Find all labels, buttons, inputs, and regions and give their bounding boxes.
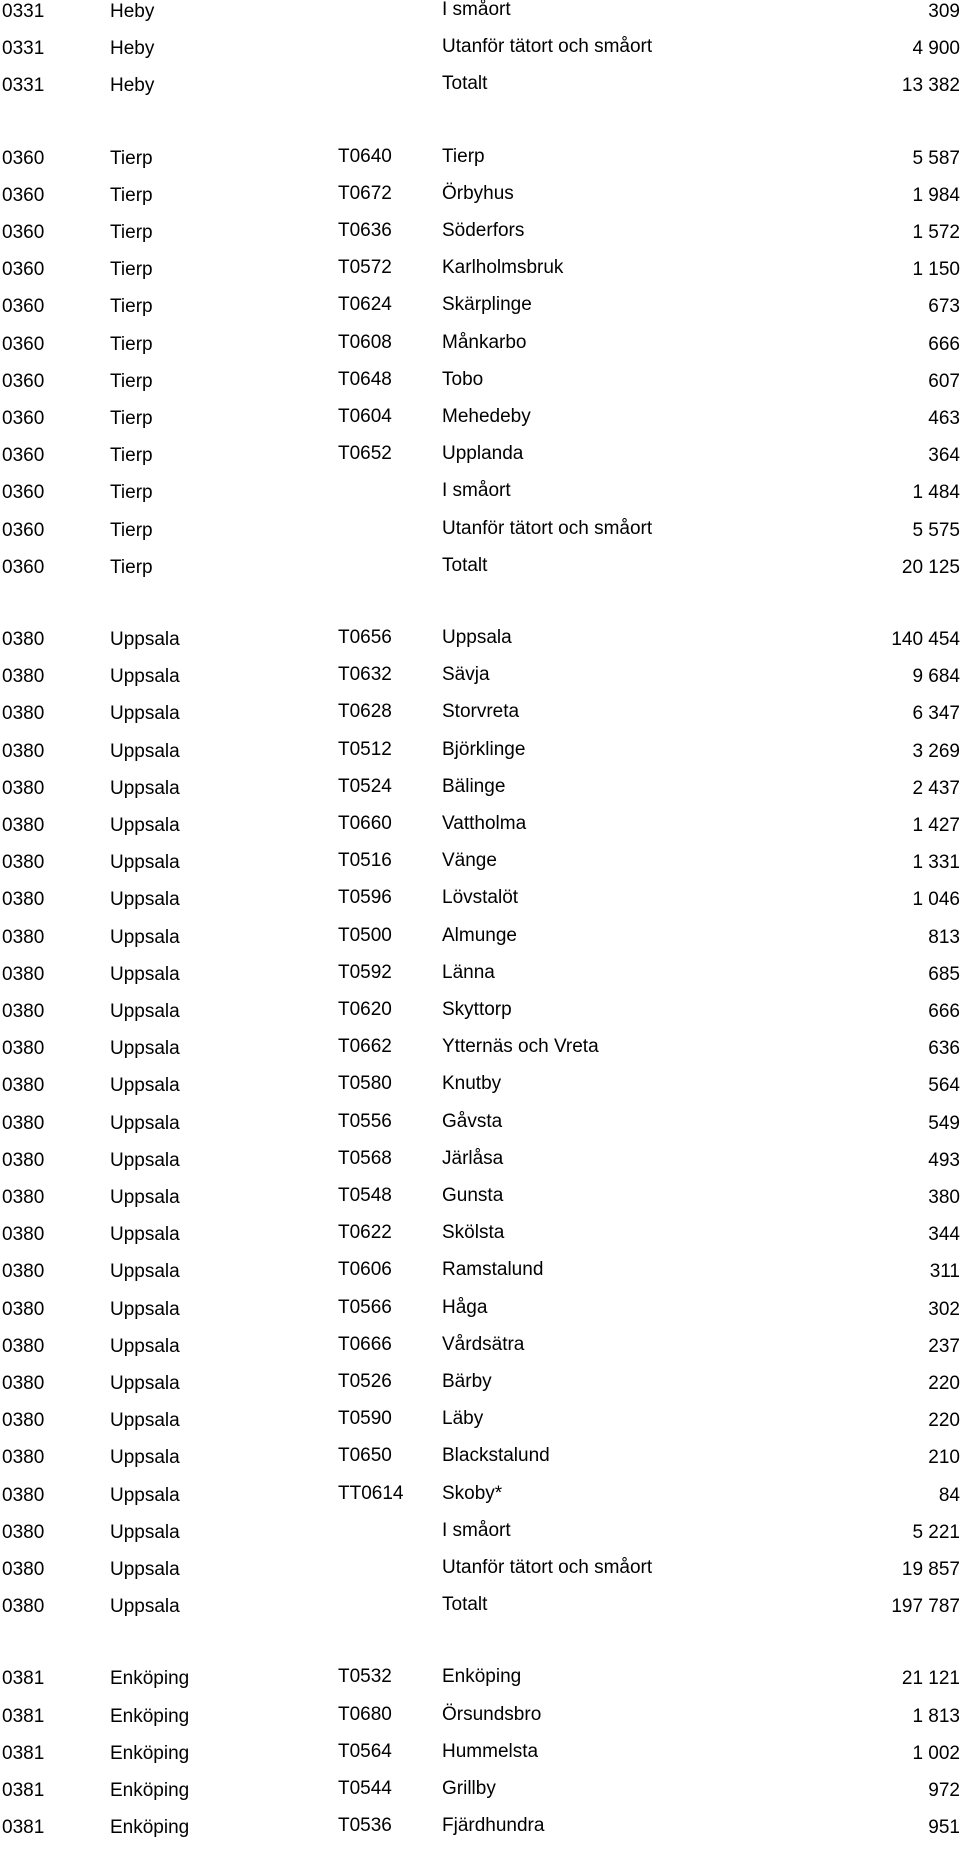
kommunkod-cell: 0380 [2,927,45,948]
table-row [0,73,960,113]
population-cell: 951 [928,1817,960,1838]
kommunkod-cell: 0360 [2,482,45,503]
table-row [0,146,960,186]
kommun-cell: Tierp [110,520,153,541]
kommun-cell: Uppsala [110,1410,180,1431]
tatort-name-cell: Ytternäs och Vreta [442,1036,599,1057]
kommunkod-cell: 0360 [2,259,45,280]
kommun-cell: Uppsala [110,1150,180,1171]
table-row [0,701,960,741]
population-cell: 3 269 [912,741,960,762]
tatortskod-cell: T0660 [338,813,392,834]
table-row [0,480,960,520]
tatort-name-cell: I småort [442,480,511,501]
tatortskod-cell: T0620 [338,999,392,1020]
table-row [0,183,960,223]
tatortskod-cell: T0606 [338,1259,392,1280]
population-cell: 13 382 [901,75,960,96]
kommunkod-cell: 0360 [2,520,45,541]
kommun-cell: Uppsala [110,1336,180,1357]
tatortskod-cell: T0640 [338,146,392,167]
tatortskod-cell: T0568 [338,1148,392,1169]
kommunkod-cell: 0381 [2,1668,45,1689]
table-row [0,332,960,372]
tatort-name-cell: Sävja [442,664,490,685]
population-cell: 5 575 [912,520,960,541]
kommun-cell: Tierp [110,185,153,206]
population-cell: 309 [928,1,960,22]
kommunkod-cell: 0360 [2,296,45,317]
kommunkod-cell: 0380 [2,1187,45,1208]
population-cell: 1 484 [912,482,960,503]
kommunkod-cell: 0360 [2,371,45,392]
tatortskod-cell: T0622 [338,1222,392,1243]
kommun-cell: Enköping [110,1817,190,1838]
population-cell: 311 [929,1261,960,1282]
kommunkod-cell: 0380 [2,1447,45,1468]
population-cell: 1 427 [912,815,960,836]
kommunkod-cell: 0380 [2,1150,45,1171]
kommunkod-cell: 0381 [2,1743,45,1764]
table-row [0,1148,960,1188]
population-cell: 463 [928,408,960,429]
table-row [0,1483,960,1523]
population-cell: 493 [928,1150,960,1171]
kommunkod-cell: 0380 [2,1261,45,1282]
kommunkod-cell: 0331 [2,75,45,96]
tatort-name-cell: Skölsta [442,1222,505,1243]
tatort-name-cell: Järlåsa [442,1148,504,1169]
kommun-cell: Tierp [110,557,153,578]
table-row [0,925,960,965]
kommun-cell: Uppsala [110,1373,180,1394]
kommunkod-cell: 0380 [2,1299,45,1320]
table-row [0,1704,960,1744]
kommun-cell: Uppsala [110,703,180,724]
kommun-cell: Heby [110,1,155,22]
kommunkod-cell: 0380 [2,889,45,910]
kommunkod-cell: 0360 [2,185,45,206]
table-row [0,1334,960,1374]
kommun-cell: Uppsala [110,1075,180,1096]
tatortskod-cell: T0500 [338,925,392,946]
tatortskod-cell: T0548 [338,1185,392,1206]
population-cell: 607 [928,371,960,392]
kommunkod-cell: 0360 [2,408,45,429]
tatortskod-cell: T0628 [338,701,392,722]
table-row [0,1408,960,1448]
tatort-name-cell: Utanför tätort och småort [442,1557,653,1578]
tatortskod-cell: T0564 [338,1741,392,1762]
tatort-name-cell: Läby [442,1408,484,1429]
kommun-cell: Uppsala [110,1522,180,1543]
tatort-name-cell: Vänge [442,850,497,871]
tatortskod-cell: T0526 [338,1371,392,1392]
kommun-cell: Uppsala [110,1261,180,1282]
table-row [0,1222,960,1262]
kommun-cell: Uppsala [110,1559,180,1580]
population-cell: 302 [928,1299,960,1320]
tatort-name-cell: Skärplinge [442,294,532,315]
table-row [0,406,960,446]
kommunkod-cell: 0380 [2,964,45,985]
tatortskod-cell: T0512 [338,739,392,760]
tatort-name-cell: Skoby* [442,1483,503,1504]
kommun-cell: Uppsala [110,1187,180,1208]
tatortskod-cell: T0544 [338,1778,392,1799]
table-row [0,999,960,1039]
tatortskod-cell: T0636 [338,220,392,241]
tatort-name-cell: Grillby [442,1778,496,1799]
population-cell: 210 [928,1447,960,1468]
tatort-name-cell: Blackstalund [442,1445,550,1466]
tatortskod-cell: T0662 [338,1036,392,1057]
population-cell: 9 684 [912,666,960,687]
tatort-name-cell: Gunsta [442,1185,504,1206]
tatortskod-cell: T0650 [338,1445,392,1466]
tatort-name-cell: Länna [442,962,495,983]
kommun-cell: Tierp [110,408,153,429]
population-cell: 673 [928,296,960,317]
table-row [0,850,960,890]
population-cell: 1 813 [912,1706,960,1727]
population-cell: 140 454 [891,629,960,650]
table-row [0,1741,960,1781]
table-row [0,1666,960,1706]
tatortskod-cell: T0604 [338,406,392,427]
tatort-name-cell: Vattholma [442,813,527,834]
tatort-name-cell: Skyttorp [442,999,512,1020]
kommun-cell: Uppsala [110,741,180,762]
table-row [0,1445,960,1485]
kommunkod-cell: 0381 [2,1706,45,1727]
population-cell: 549 [928,1113,960,1134]
table-row [0,1297,960,1337]
table-row [0,887,960,927]
kommunkod-cell: 0380 [2,852,45,873]
tatort-name-cell: Almunge [442,925,517,946]
kommun-cell: Uppsala [110,852,180,873]
kommunkod-cell: 0331 [2,38,45,59]
kommun-cell: Enköping [110,1706,190,1727]
kommun-cell: Uppsala [110,1485,180,1506]
kommun-cell: Enköping [110,1668,190,1689]
kommun-cell: Uppsala [110,778,180,799]
tatortskod-cell: T0566 [338,1297,392,1318]
kommun-cell: Uppsala [110,1001,180,1022]
table-row [0,36,960,76]
kommunkod-cell: 0380 [2,815,45,836]
tatort-name-cell: Storvreta [442,701,520,722]
table-row [0,1259,960,1299]
tatort-name-cell: Lövstalöt [442,887,519,908]
tatortskod-cell: T0666 [338,1334,392,1355]
table-row [0,1594,960,1634]
tatort-name-cell: Gåvsta [442,1111,503,1132]
tatort-name-cell: Tierp [442,146,485,167]
table-row [0,739,960,779]
kommun-cell: Tierp [110,148,153,169]
kommun-cell: Enköping [110,1780,190,1801]
table-row [0,1111,960,1151]
kommunkod-cell: 0380 [2,1038,45,1059]
population-cell: 2 437 [912,778,960,799]
table-row [0,518,960,558]
tatortskod-cell: T0648 [338,369,392,390]
tatortskod-cell: T0596 [338,887,392,908]
population-cell: 344 [928,1224,960,1245]
tatortskod-cell: T0624 [338,294,392,315]
tatort-name-cell: Knutby [442,1073,502,1094]
population-cell: 20 125 [901,557,960,578]
kommunkod-cell: 0360 [2,222,45,243]
kommunkod-cell: 0380 [2,1522,45,1543]
tatort-name-cell: Månkarbo [442,332,527,353]
tatortskod-cell: T0524 [338,776,392,797]
tatortskod-cell: T0572 [338,257,392,278]
population-cell: 666 [928,1001,960,1022]
population-cell: 220 [928,1373,960,1394]
table-row [0,1073,960,1113]
population-cell: 6 347 [912,703,960,724]
kommun-cell: Heby [110,75,155,96]
tatortskod-cell: T0632 [338,664,392,685]
kommunkod-cell: 0360 [2,557,45,578]
kommunkod-cell: 0331 [2,1,45,22]
population-cell: 1 572 [912,222,960,243]
kommunkod-cell: 0380 [2,1485,45,1506]
tatort-name-cell: Upplanda [442,443,524,464]
table-row [0,2,960,39]
tatortskod-cell: T0536 [338,1815,392,1836]
tatort-name-cell: Utanför tätort och småort [442,36,653,57]
tatort-name-cell: I småort [442,0,511,20]
kommun-cell: Uppsala [110,1113,180,1134]
kommun-cell: Tierp [110,371,153,392]
kommunkod-cell: 0380 [2,1336,45,1357]
kommun-cell: Uppsala [110,1038,180,1059]
tatort-name-cell: Totalt [442,555,488,576]
table-row [0,1371,960,1411]
population-cell: 666 [928,334,960,355]
tatortskod-cell: T0590 [338,1408,392,1429]
kommun-cell: Tierp [110,334,153,355]
population-cell: 364 [928,445,960,466]
kommun-cell: Tierp [110,259,153,280]
kommunkod-cell: 0380 [2,1410,45,1431]
kommunkod-cell: 0380 [2,666,45,687]
kommunkod-cell: 0380 [2,1559,45,1580]
table-row [0,443,960,483]
kommun-cell: Tierp [110,482,153,503]
kommun-cell: Enköping [110,1743,190,1764]
tatort-name-cell: Bärby [442,1371,492,1392]
population-cell: 1 002 [912,1743,960,1764]
table-row [0,1520,960,1560]
tatortskod-cell: T0580 [338,1073,392,1094]
population-cell: 813 [928,927,960,948]
population-cell: 197 787 [891,1596,960,1617]
kommun-cell: Uppsala [110,1224,180,1245]
kommun-cell: Uppsala [110,1299,180,1320]
population-cell: 1 984 [912,185,960,206]
kommun-cell: Tierp [110,445,153,466]
population-cell: 1 046 [912,889,960,910]
population-cell: 5 587 [912,148,960,169]
table-row [0,257,960,297]
tatortskod-cell: T0532 [338,1666,392,1687]
tatortskod-cell: T0656 [338,627,392,648]
population-cell: 1 331 [912,852,960,873]
kommunkod-cell: 0380 [2,629,45,650]
table-row [0,1185,960,1225]
population-cell: 380 [928,1187,960,1208]
tatortskod-cell: T0592 [338,962,392,983]
kommunkod-cell: 0380 [2,1001,45,1022]
table-row [0,1815,960,1855]
tatort-name-cell: Karlholmsbruk [442,257,564,278]
kommun-cell: Uppsala [110,629,180,650]
table-row [0,664,960,704]
tatort-name-cell: I småort [442,1520,511,1541]
kommunkod-cell: 0381 [2,1817,45,1838]
tatort-name-cell: Björklinge [442,739,526,760]
tatortskod-cell: T0672 [338,183,392,204]
population-cell: 237 [928,1336,960,1357]
tatortskod-cell: TT0614 [338,1483,404,1504]
kommunkod-cell: 0380 [2,1373,45,1394]
population-cell: 4 900 [912,38,960,59]
population-cell: 220 [928,1410,960,1431]
population-cell: 19 857 [901,1559,960,1580]
kommun-cell: Uppsala [110,1596,180,1617]
tatortskod-cell: T0516 [338,850,392,871]
tatort-name-cell: Totalt [442,1594,488,1615]
tatort-name-cell: Fjärdhundra [442,1815,545,1836]
kommun-cell: Heby [110,38,155,59]
tatort-name-cell: Utanför tätort och småort [442,518,653,539]
kommunkod-cell: 0360 [2,334,45,355]
table-row [0,369,960,409]
kommunkod-cell: 0380 [2,703,45,724]
table-row [0,776,960,816]
tatort-name-cell: Örsundsbro [442,1704,542,1725]
tatort-name-cell: Enköping [442,1666,522,1687]
population-cell: 685 [928,964,960,985]
kommunkod-cell: 0380 [2,1113,45,1134]
kommunkod-cell: 0380 [2,778,45,799]
tatort-name-cell: Mehedeby [442,406,531,427]
population-cell: 636 [928,1038,960,1059]
tatort-name-cell: Örbyhus [442,183,514,204]
tatortskod-cell: T0608 [338,332,392,353]
tatort-name-cell: Tobo [442,369,484,390]
population-cell: 21 121 [901,1668,960,1689]
tatortskod-cell: T0556 [338,1111,392,1132]
table-row [0,1778,960,1818]
tatort-name-cell: Totalt [442,73,488,94]
table-row [0,627,960,667]
tatort-name-cell: Uppsala [442,627,512,648]
population-cell: 1 150 [912,259,960,280]
tatort-name-cell: Ramstalund [442,1259,544,1280]
kommun-cell: Uppsala [110,889,180,910]
table-row [0,555,960,595]
kommun-cell: Tierp [110,222,153,243]
population-cell: 84 [938,1485,960,1506]
population-cell: 5 221 [912,1522,960,1543]
kommunkod-cell: 0380 [2,741,45,762]
table-row [0,1557,960,1597]
table-row [0,220,960,260]
table-row [0,294,960,334]
kommunkod-cell: 0360 [2,445,45,466]
kommunkod-cell: 0380 [2,1224,45,1245]
tatort-name-cell: Söderfors [442,220,525,241]
kommunkod-cell: 0381 [2,1780,45,1801]
table-row [0,962,960,1002]
tatort-name-cell: Vårdsätra [442,1334,525,1355]
kommunkod-cell: 0380 [2,1596,45,1617]
tatortskod-cell: T0680 [338,1704,392,1725]
tatortskod-cell: T0652 [338,443,392,464]
kommun-cell: Tierp [110,296,153,317]
kommunkod-cell: 0380 [2,1075,45,1096]
kommunkod-cell: 0360 [2,148,45,169]
tatort-name-cell: Bälinge [442,776,506,797]
tatort-name-cell: Hummelsta [442,1741,539,1762]
kommun-cell: Uppsala [110,964,180,985]
table-row [0,813,960,853]
population-cell: 972 [928,1780,960,1801]
kommun-cell: Uppsala [110,666,180,687]
kommun-cell: Uppsala [110,815,180,836]
tatort-name-cell: Håga [442,1297,488,1318]
population-cell: 564 [928,1075,960,1096]
table-row [0,1036,960,1076]
kommun-cell: Uppsala [110,1447,180,1468]
kommun-cell: Uppsala [110,927,180,948]
